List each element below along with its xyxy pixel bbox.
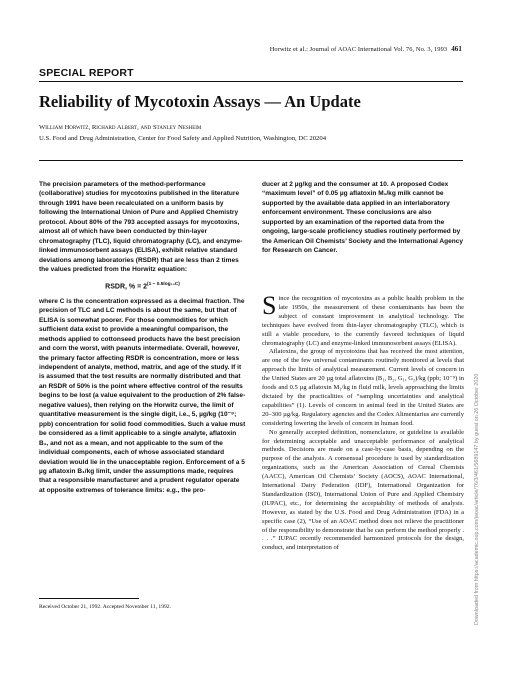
drop-cap: S (262, 291, 277, 320)
section-label: SPECIAL REPORT (39, 67, 134, 79)
abstract-paragraph-3: ducer at 2 µg/kg and the consumer at 10. A proposed Codex “maximum level” of 0.05 µg aflatoxin M₁/kg milk cannot be supported by the available data applied in an interlaboratory enforcement environment. These conclusions are also supported by an examination of the reported data from the ongoing, large-scale proficiency studies routinely performed by the American Oil Chemists’ Society and the International Agency for Research on Cancer. (262, 181, 464, 255)
footnote-rule (39, 598, 139, 599)
header-divider (39, 160, 463, 161)
download-watermark (474, 235, 484, 635)
body-paragraph-1-text: ince the recognition of mycotoxins as a public health problem in the late 1950s, the measurement of these contaminants has been the subject of constant improvement in analytical technology. The techniques have evolved from thin-layer chromatography (TLC), which is still a viable procedure, to the currently favored techniques of liquid chromatography (LC) and enzyme-linked immunosorbent assays (ELISA). (262, 295, 464, 347)
running-head-text: Horwitz et al.: Journal of AOAC International Vol. 76, No. 3, 1993 (269, 46, 448, 53)
section-rule (39, 81, 463, 82)
article-affiliation: U.S. Food and Drug Administration, Center for Food Safety and Applied Nutrition, Washington, DC 20204 (39, 135, 327, 142)
article-title: Reliability of Mycotoxin Assays — An Update (39, 92, 361, 111)
abstract-right-column (262, 180, 464, 256)
running-header (210, 45, 462, 53)
body-text (262, 291, 464, 553)
received-footnote: Received October 21, 1992. Accepted November 11, 1992. (39, 604, 171, 610)
page-number: 461 (451, 45, 462, 53)
abstract-left-column (39, 180, 246, 495)
body-paragraph-3: No generally accepted definition, nomenclature, or guideline is available for determining acceptable and unacceptable performance of analytical methods. Decisions are made on a case-by-case basis, depending on the purpose of the analysis. A consensual procedure is used by standardization organizations, such as the American Association of Cereal Chemists (AACC), American Oil Chemists’ Society (AOCS), AOAC International, International Dairy Federation (IDF), International Organization for Standardization (ISO), International Union of Pure and Applied Chemistry (IUPAC), etc., for determining the acceptability of methods of analysis. However, as stated by the U.S. Food and Drug Administration (FDA) in a specific case (2), “Use of an AOAC method does not relieve the practitioner of the responsibility to demonstrate that he can perform the method properly . . . .” IUPAC recently recommended harmonized protocols for the design, conduct, and interpretation of (262, 428, 464, 552)
horwitz-equation (39, 282, 246, 290)
abstract-paragraph-2: where C is the concentration expressed as a decimal fraction. The precision of TLC and LC methods is about the same, but that of ELISA is somewhat poorer. For those commodities for which sufficient data exist to provide a meaningful comparison, the methods applied to cottonseed products have the best precision and corn the worst, with peanuts intermediate. Overall, however, the primary factor affecting RSDR is concentration, more or less independent of analyte, method, matrix, and age of the study. If it is assumed that the test results are normally distributed and that an RSDR of 50% is the point where effective control of the results begins to be lost (a value equivalent to the production of 2% false-negative values), then relying on the Horwitz curve, the limit of quantitative measurement is the single digit, i.e., 5, µg/kg (10⁻⁹; ppb) concentration for solid food commodities. Such a value must be considered as a limit applicable to a single analyte, aflatoxin B₁, and not as a mean, and not applicable to the sum of the individual components, each of whose associated standard deviation would lie in the unacceptable region. Enforcement of a 5 µg aflatoxin B₁/kg limit, under the assumptions made, requires that a responsible manufacturer and a prudent regulator operate at opposite extremes of tolerance limits: e.g., the pro- (39, 297, 246, 494)
watermark-text: Downloaded from https://academic.oup.com/jaoac/article/76/3/461/5689147 by guest on 26 October 2020 (474, 373, 480, 625)
formula-lhs: RSDR, % = 2 (105, 282, 147, 290)
body-paragraph-2: Aflatoxins, the group of mycotoxins that has received the most attention, are one of the few universal contaminants routinely monitored at levels that approach the limits of analytical measurement. Current levels of concern in the United States are 20 µg total aflatoxins (B₁, B₂, G₁, G₂)/kg (ppb; 10⁻⁹) in foods and 0.5 µg aflatoxin M₁/kg in fluid milk, levels approaching the limits dictated by the practicalities of “sampling uncertainties and analytical capabilities” (1). Levels of concern in animal feed in the United States are 20–300 µg/kg. Regulatory agencies and the Codex Alimentarius are currently considering lowering the levels of concern in human food. (262, 348, 464, 427)
body-paragraph-1 (262, 291, 464, 348)
abstract-paragraph-1: The precision parameters of the method-performance (collaborative) studies for mycotoxins published in the literature through 1991 have been recalculated on a uniform basis by following the International Union of Pure and Applied Chemistry protocol. About 80% of the 793 accepted assays for mycotoxins, almost all of which have been conducted by thin-layer chromatography (TLC), liquid chromatography (LC), and enzyme-linked immunosorbent assays (ELISA), exhibit relative standard deviations among laboratories (RSDR) that are less than 2 times the values predicted from the Horwitz equation: (39, 181, 243, 274)
article-authors: William Horwitz, Richard Albert, and Stanley Nesheim (39, 124, 202, 131)
formula-exponent: (1 − 0.5log₁₀C) (147, 281, 180, 287)
